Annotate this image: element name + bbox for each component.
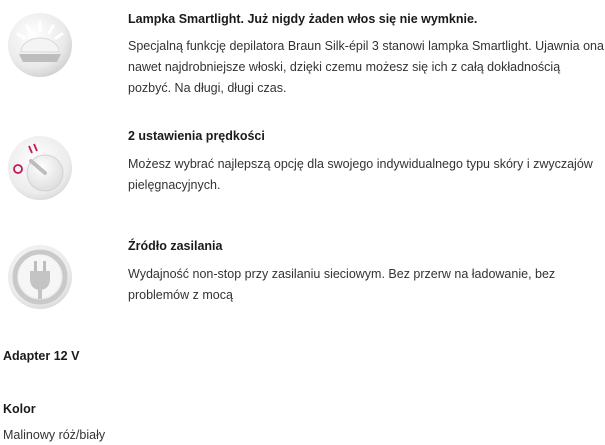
feature-title: 2 ustawienia prędkości bbox=[128, 129, 265, 143]
feature-description: Specjalną funkcję depilatora Braun Silk-épil 3 stanowi lampka Smartlight. Ujawnia ona nawet najdrobniejsze włoski, dzięki czemu możesz się ich z całą dokładnością pozbyć. Na długi, długi czas. bbox=[128, 39, 604, 95]
lamp-icon bbox=[7, 12, 73, 78]
spec-adapter: Adapter 12 V bbox=[3, 349, 80, 363]
power-plug-icon bbox=[7, 244, 73, 310]
feature-description: Możesz wybrać najlepszą opcję dla swojego indywidualnego typu skóry i zwyczajów pielęgnacyjnych. bbox=[128, 157, 593, 192]
spec-color-value: Malinowy róż/biały bbox=[3, 428, 106, 442]
feature-description: Wydajność non-stop przy zasilaniu sieciowym. Bez przerw na ładowanie, bez problemów z mocą bbox=[128, 267, 556, 302]
spec-color-label: Kolor bbox=[3, 402, 36, 416]
feature-title: Źródło zasilania bbox=[128, 239, 223, 253]
speed-dial-icon bbox=[7, 135, 73, 201]
feature-title: Lampka Smartlight. Już nigdy żaden włos się nie wymknie. bbox=[128, 12, 478, 26]
